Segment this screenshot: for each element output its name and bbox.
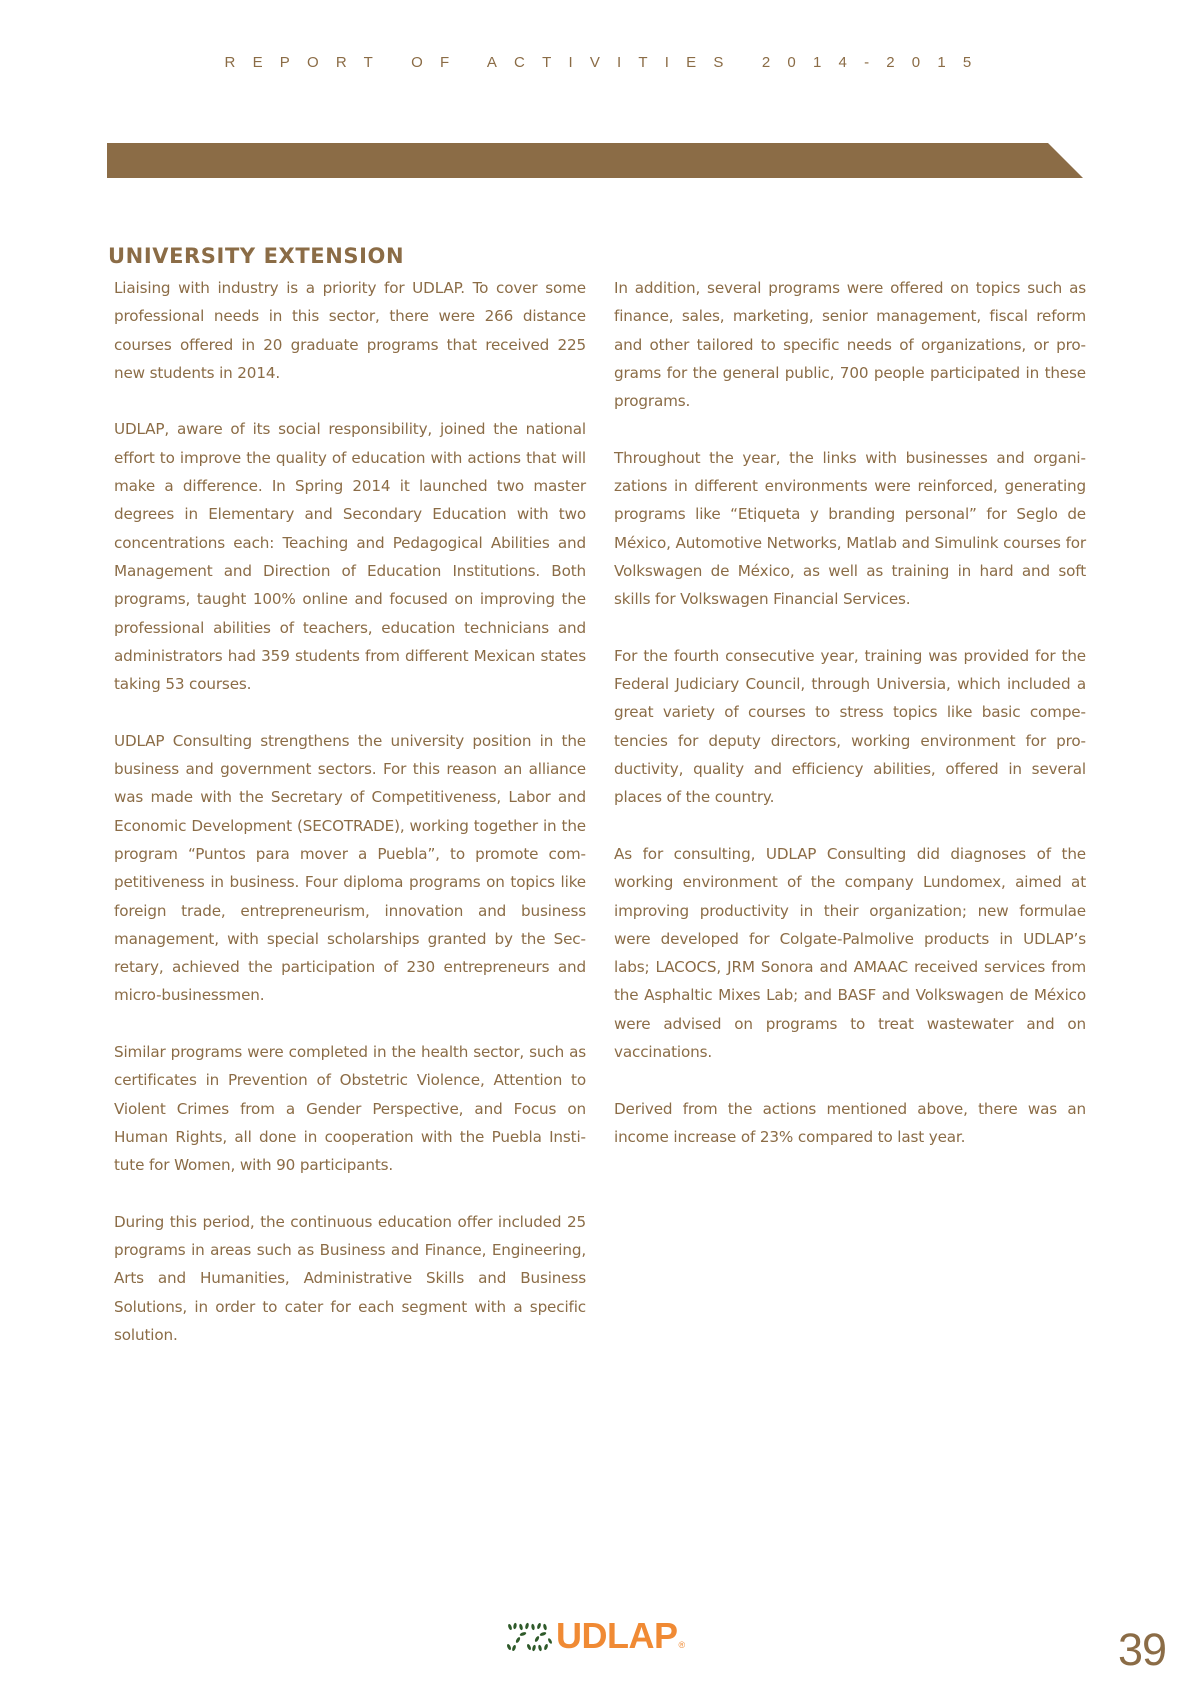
right-column [614,274,1086,1180]
paragraph: As for consulting, UDLAP Consulting did diagnoses of the working environment of the company Lundomex, aimed at improving productivity in their organization; new formulae were developed for Colgate-Palmolive products in UDLAP’s labs; LACOCS, JRM Sonora and AMAAC received services from the Asphaltic Mixes Lab; and BASF and Volkswagen de México were advised on programs to treat wastewater and on vaccinations. [614,844,1086,1062]
logo-wordmark: UDLAP [556,1615,678,1656]
left-column [114,274,586,1378]
registered-mark: ® [678,1640,686,1650]
running-header: REPORT OF ACTIVITIES 2014-2015 [224,54,989,71]
section-title: UNIVERSITY EXTENSION [108,244,405,268]
udlap-logo [506,1615,686,1656]
page-number: 39 [1118,1624,1167,1675]
paragraph: For the fourth consecutive year, training was provided for the Federal Judiciary Council, through Universia, which included a great variety of courses to stress topics like basic competencies for deputy directors, working environment for productivity, quality and efficiency abilities, offered in several places of the country. [614,646,1086,807]
band-shape-icon [107,143,1091,178]
decorative-title-band [107,143,1091,178]
udlap-leaf-mark-icon [506,1622,552,1652]
paragraph: Similar programs were completed in the health sector, such as certificates in Prevention of Obstetric Violence, Attention to Violent Crimes from a Gender Perspective, and Focus on Human Rights, all done in cooperation with the Puebla Institute for Women, with 90 participants. [114,1043,586,1175]
paragraph: UDLAP, aware of its social responsibility, joined the national effort to improve the quality of education with actions that will make a difference. In Spring 2014 it launched two master degrees in Elementary and Secondary Education with two concentrations each: Teaching and Pedagogical Abilities and Management and Direction of Education Institutions. Both programs, taught 100% online and focused on improving the professional abilities of teachers, education technicians and administrators had 359 students from different Mexican states taking 53 courses. [114,420,586,694]
paragraph: Liaising with industry is a priority for UDLAP. To cover some professional needs in this sector, there were 266 distance courses offered in 20 graduate programs that received 225 new students in 2014. [114,279,586,382]
paragraph: UDLAP Consulting strengthens the university position in the business and government sectors. For this reason an alliance was made with the Secretary of Competitiveness, Labor and Economic Development (SECOTRADE), working together in the program “Puntos para mover a Puebla”, to promote competitiveness in business. Four diploma programs on topics like foreign trade, entrepreneurism, innovation and business management, with special scholarships granted by the Secretary, achieved the participation of 230 entrepreneurs and micro-businessmen. [114,731,586,1005]
paragraph: During this period, the continuous education offer included 25 programs in areas such as Business and Finance, Engineering, Arts and Humanities, Administrative Skills and Business Solutions, in order to cater for each segment with a specific solution. [114,1212,586,1344]
paragraph: Derived from the actions mentioned above, there was an income increase of 23% compared to last year. [614,1099,1086,1146]
paragraph: In addition, several programs were offered on topics such as finance, sales, marketing, senior management, fiscal reform and other tailored to specific needs of organizations, or programs for the general public, 700 people participated in these programs. [614,279,1086,411]
paragraph: Throughout the year, the links with businesses and organizations in different environments were reinforced, generating programs like “Etiqueta y branding personal” for Seglo de México, Automotive Networks, Matlab and Simulink courses for Volkswagen de México, as well as training in hard and soft skills for Volkswagen Financial Services. [614,448,1086,609]
